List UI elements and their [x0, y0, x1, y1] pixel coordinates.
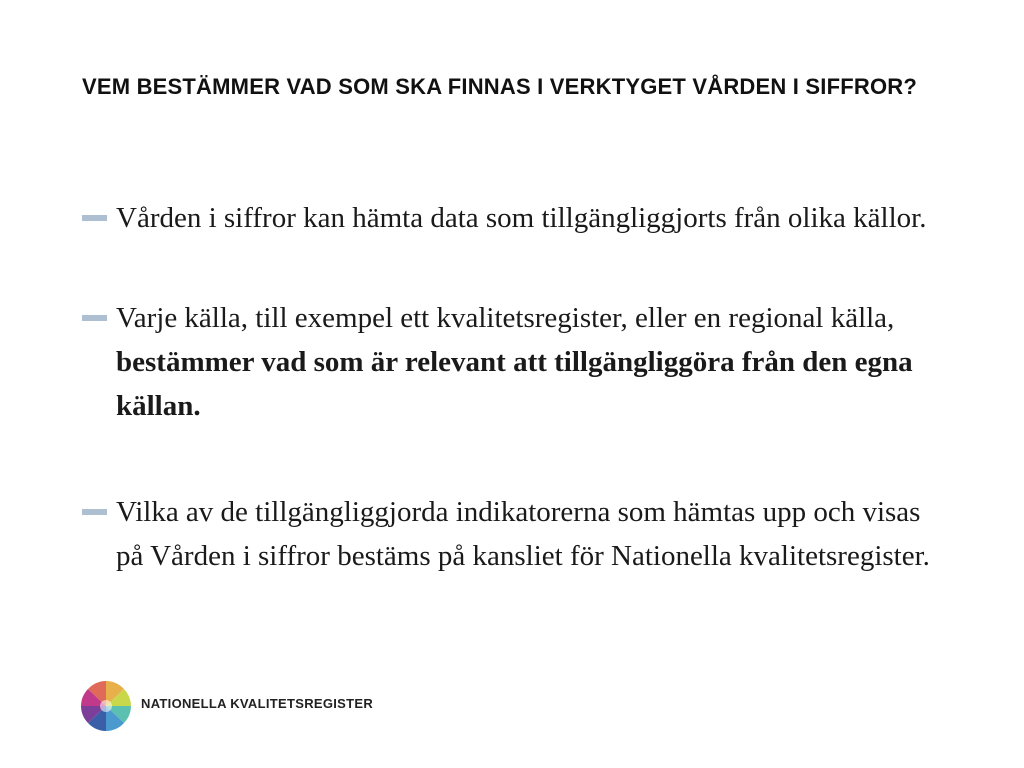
organization-name: NATIONELLA KVALITETSREGISTER	[141, 696, 374, 711]
bullet-bold-text: bestämmer vad som är relevant att tillgängliggöra från den egna källan.	[116, 346, 913, 422]
bullet-item	[82, 490, 952, 578]
bullet-text: Vilka av de tillgängliggjorda indikatorerna som hämtas upp och visas på Vården i siffror bestäms på kansliet för Nationella kvalitetsregister.	[116, 496, 930, 572]
slide-title: VEM BESTÄMMER VAD SOM SKA FINNAS I VERKTYGET VÅRDEN I SIFFROR?	[82, 74, 917, 99]
color-wheel-logo-icon	[81, 681, 131, 731]
bullet-text-wrapper	[116, 296, 952, 428]
bullet-item	[82, 196, 952, 240]
bullet-text: Varje källa, till exempel ett kvalitetsregister, eller en regional källa,	[116, 302, 895, 334]
bullet-item	[82, 296, 952, 428]
bullet-dash-icon	[82, 509, 107, 515]
bullet-text: Vården i siffror kan hämta data som tillgängliggjorts från olika källor.	[116, 202, 927, 234]
bullet-dash-icon	[82, 315, 107, 321]
bullet-dash-icon	[82, 215, 107, 221]
